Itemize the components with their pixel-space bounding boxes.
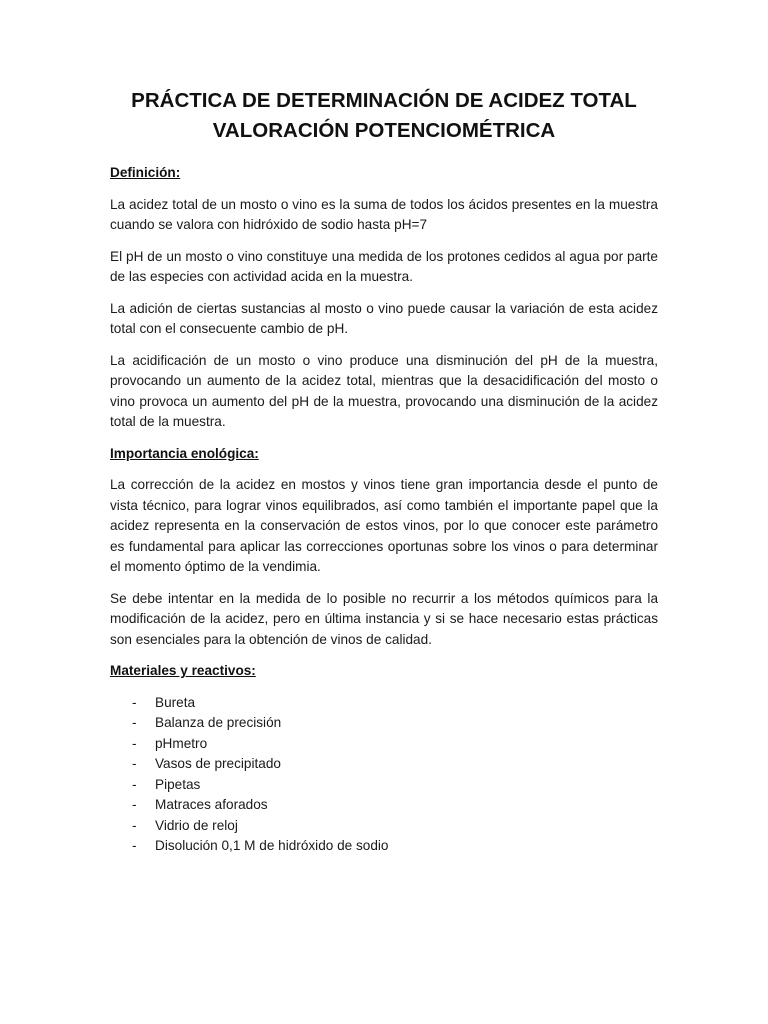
list-item xyxy=(110,775,658,796)
list-item xyxy=(110,836,658,857)
list-item-text: pHmetro xyxy=(155,735,208,751)
section-materiales xyxy=(110,661,658,857)
list-item xyxy=(110,734,658,755)
list-item-text: Pipetas xyxy=(155,776,201,792)
section-definicion xyxy=(110,163,658,433)
list-bullet: - xyxy=(132,756,137,771)
list-item xyxy=(110,795,658,816)
list-item xyxy=(110,693,658,714)
list-bullet: - xyxy=(132,735,137,751)
paragraph: La corrección de la acidez en mostos y vinos tiene gran importancia desde el punto de vista técnico, para lograr vinos equilibrados, así como también el importante papel que la acidez representa en la conservación de estos vinos, por lo que conocer este parámetro es fundamental para aplicar las correcciones oportunas sobre los vinos o para determinar el momento óptimo de la vendimia. xyxy=(110,477,658,574)
list-item-text: Balanza de precisión xyxy=(155,715,282,730)
materials-list xyxy=(110,693,658,857)
list-bullet: - xyxy=(132,838,137,853)
list-item xyxy=(110,713,658,734)
paragraph: La adición de ciertas sustancias al mosto o vino puede causar la variación de esta acidez total con el consecuente cambio de pH. xyxy=(110,300,658,336)
list-item-text: Bureta xyxy=(155,694,196,710)
list-bullet: - xyxy=(132,797,137,812)
list-item-text: Vidrio de reloj xyxy=(155,817,238,833)
section-heading-definicion: Definición: xyxy=(110,165,181,180)
title-line-1: PRÁCTICA DE DETERMINACIÓN DE ACIDEZ TOTAL xyxy=(131,89,637,112)
paragraph: Se debe intentar en la medida de lo posible no recurrir a los métodos químicos para la modificación de la acidez, pero en última instancia y si se hace necesario estas prácticas son esenciales para la obtención de vinos de calidad. xyxy=(110,590,658,647)
list-item-text: Matraces aforados xyxy=(155,797,268,812)
list-bullet: - xyxy=(132,776,137,792)
list-item-text: Disolución 0,1 M de hidróxido de sodio xyxy=(155,838,389,853)
list-item xyxy=(110,816,658,837)
paragraph: La acidez total de un mosto o vino es la suma de todos los ácidos presentes en la muestra cuando se valora con hidróxido de sodio hasta pH=7 xyxy=(110,196,658,232)
title-line-2: VALORACIÓN POTENCIOMÉTRICA xyxy=(212,119,556,142)
section-importancia xyxy=(110,444,658,651)
list-item-text: Vasos de precipitado xyxy=(155,756,281,771)
list-item xyxy=(110,754,658,775)
document-title xyxy=(110,86,658,146)
list-bullet: - xyxy=(132,694,137,710)
section-heading-materiales: Materiales y reactivos: xyxy=(110,663,256,678)
list-bullet: - xyxy=(132,715,137,730)
paragraph: El pH de un mosto o vino constituye una medida de los protones cedidos al agua por parte de las especies con actividad acida en la muestra. xyxy=(110,248,658,284)
paragraph: La acidificación de un mosto o vino produce una disminución del pH de la muestra, provocando un aumento de la acidez total, mientras que la desacidificación del mosto o vino provoca un aumento del pH de la muestra, provocando una disminución de la acidez total de la muestra. xyxy=(110,352,658,429)
list-bullet: - xyxy=(132,817,137,833)
section-heading-importancia: Importancia enológica: xyxy=(110,445,259,461)
